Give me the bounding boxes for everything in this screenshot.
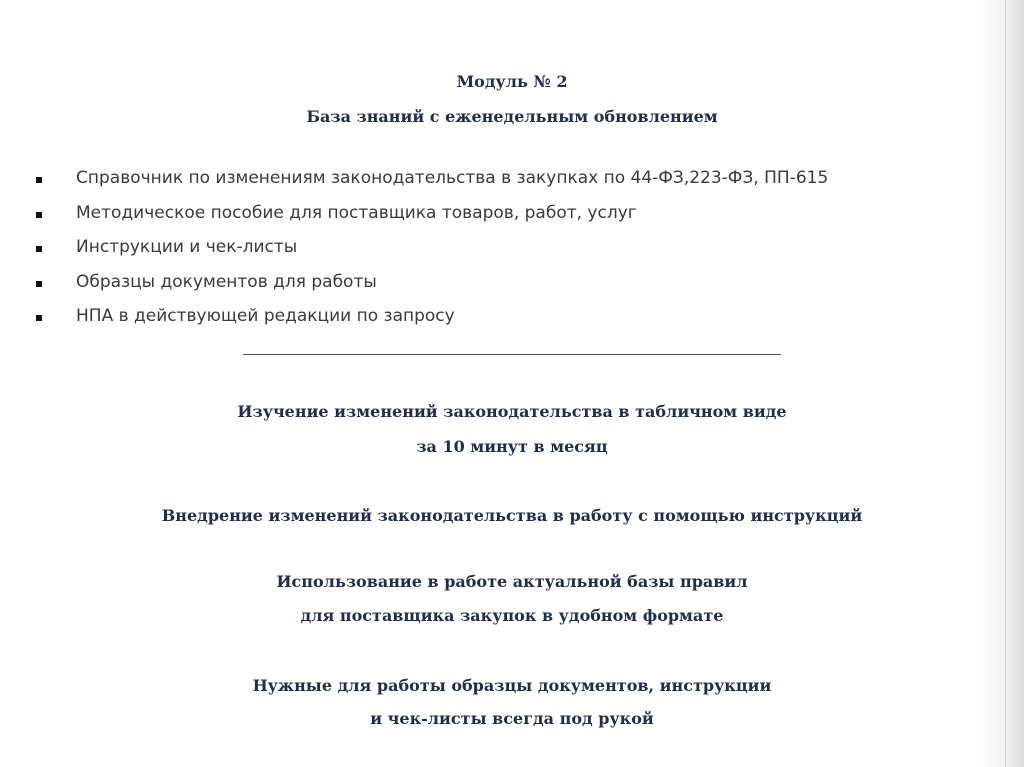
benefit-4-line-2: и чек-листы всегда под рукой [370,709,654,728]
list-item-text: Справочник по изменениям законодательства в закупках по 44-ФЗ,223-ФЗ, ПП-615 [76,168,829,188]
benefit-1-line-2: за 10 минут в месяц [416,437,608,456]
list-item-text: Образцы документов для работы [76,271,377,292]
benefit-2-line-1: Внедрение изменений законодательства в работу с помощью инструкций [161,506,863,525]
benefit-1-line-1: Изучение изменений законодательства в табличном виде [237,402,787,421]
square-bullet-icon [36,177,42,183]
list-item-text: НПА в действующей редакции по запросу [76,306,455,326]
square-bullet-icon [36,212,42,218]
square-bullet-icon [36,315,42,321]
square-bullet-icon [36,246,42,252]
module-title: Модуль № 2 [456,72,568,91]
benefit-3-line-2: для поставщика закупок в удобном формате [300,606,724,625]
list-item-text: Методическое пособие для поставщика товаров, работ, услуг [76,202,637,223]
section-divider [243,354,781,355]
module-subtitle: База знаний с еженедельным обновлением [306,107,718,126]
square-bullet-icon [36,281,42,287]
benefit-4-line-1: Нужные для работы образцы документов, инструкции [252,676,772,695]
list-item-text: Инструкции и чек-листы [76,237,298,257]
benefit-3-line-1: Использование в работе актуальной базы правил [276,572,748,591]
